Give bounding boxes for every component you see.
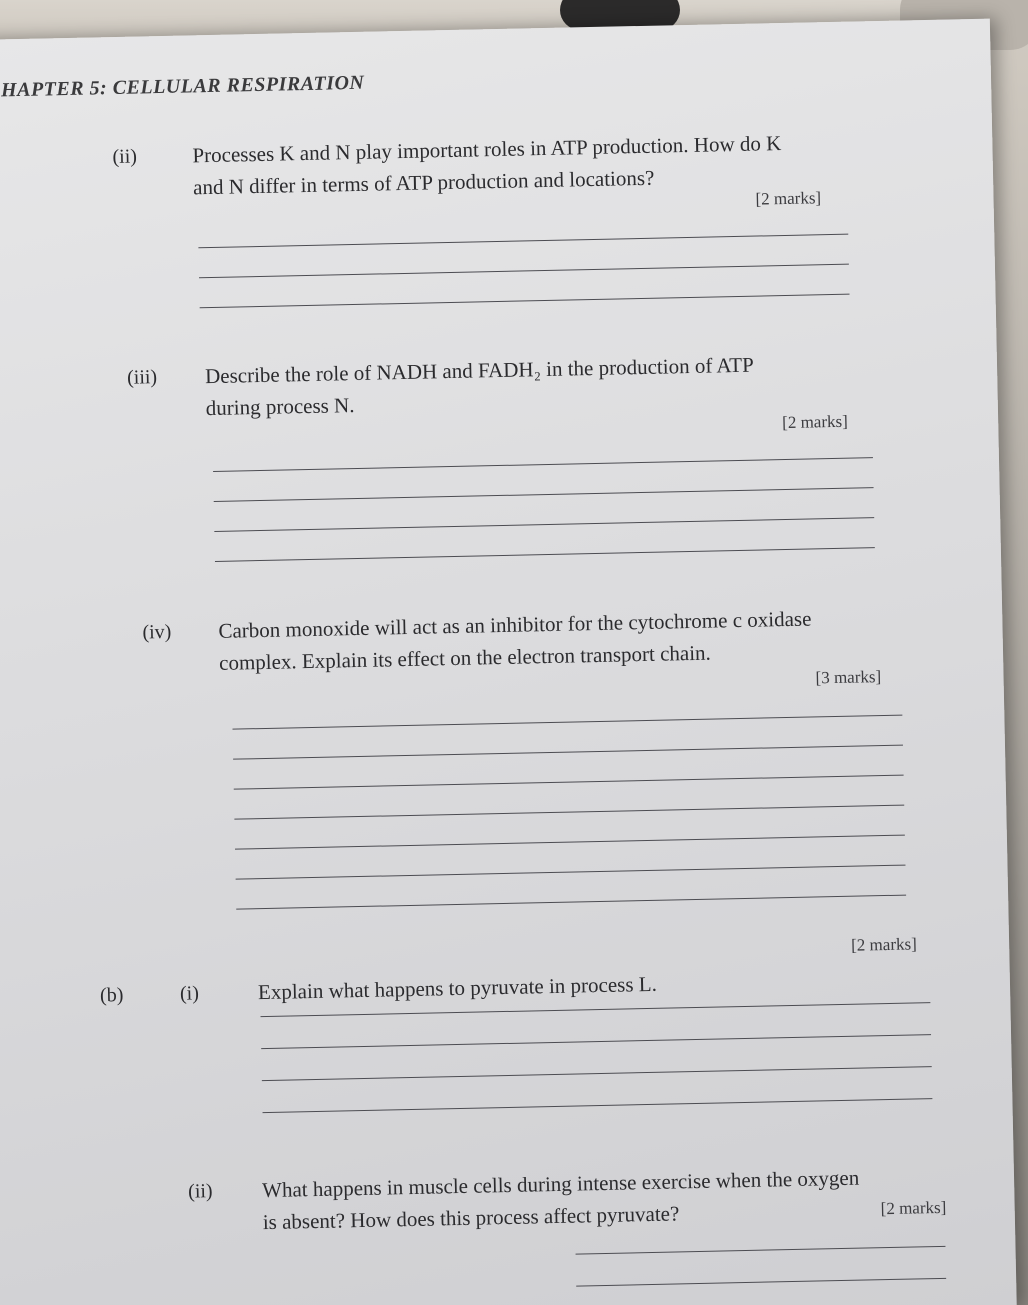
- question-text-line-1: Carbon monoxide will act as an inhibitor for the cytochrome c oxidase: [218, 606, 812, 643]
- question-number: (ii): [112, 145, 138, 169]
- question-text-line-2: and N differ in terms of ATP production and locations?: [192, 165, 655, 200]
- part-label: (b): [99, 984, 124, 1007]
- question-text-line-1: Explain what happens to pyruvate in process L.: [257, 971, 658, 1005]
- answer-line[interactable]: [236, 895, 906, 910]
- answer-line[interactable]: [234, 805, 904, 820]
- answer-line[interactable]: [262, 1066, 932, 1081]
- question-number: (iv): [142, 620, 172, 644]
- answer-line[interactable]: [200, 294, 850, 309]
- answer-line[interactable]: [235, 835, 905, 850]
- marks-label: [2 marks]: [755, 188, 822, 209]
- marks-label: [3 marks]: [815, 667, 882, 688]
- answer-line[interactable]: [214, 517, 874, 532]
- answer-line[interactable]: [233, 745, 903, 760]
- question-text-line-2: complex. Explain its effect on the electron transport chain.: [218, 640, 712, 675]
- question-text-line-2: during process N.: [205, 393, 355, 421]
- question-number: (i): [179, 982, 200, 1005]
- marks-label: [2 marks]: [850, 934, 917, 955]
- question-iv: [142, 600, 914, 696]
- question-text-line-1: What happens in muscle cells during intense exercise when the oxygen: [261, 1165, 860, 1203]
- question-iii: [127, 346, 889, 442]
- marks-label: [2 marks]: [880, 1197, 947, 1219]
- marks-label: [2 marks]: [781, 411, 848, 433]
- question-text-line-1: Processes K and N play important roles in ATP production. How do K: [192, 131, 782, 168]
- answer-line[interactable]: [576, 1278, 946, 1287]
- answer-line[interactable]: [234, 775, 904, 790]
- question-b-ii: [188, 1160, 960, 1256]
- question-number: (ii): [187, 1180, 213, 1203]
- answer-line[interactable]: [232, 715, 902, 730]
- question-text-line-1: Describe the role of NADH and FADH₂ in the production of ATP: [204, 352, 754, 389]
- answer-line[interactable]: [199, 264, 849, 279]
- worksheet-page: [0, 19, 1017, 1305]
- answer-line[interactable]: [263, 1098, 933, 1113]
- answer-line[interactable]: [215, 547, 875, 562]
- chapter-title: HAPTER 5: CELLULAR RESPIRATION: [0, 71, 365, 102]
- answer-line[interactable]: [261, 1034, 931, 1049]
- question-number: (iii): [126, 366, 158, 389]
- answer-line[interactable]: [198, 234, 848, 249]
- question-text-line-2: is absent? How does this process affect pyruvate?: [262, 1201, 680, 1235]
- answer-line[interactable]: [576, 1246, 946, 1255]
- answer-line[interactable]: [214, 487, 874, 502]
- answer-line[interactable]: [213, 457, 873, 472]
- answer-line[interactable]: [236, 865, 906, 880]
